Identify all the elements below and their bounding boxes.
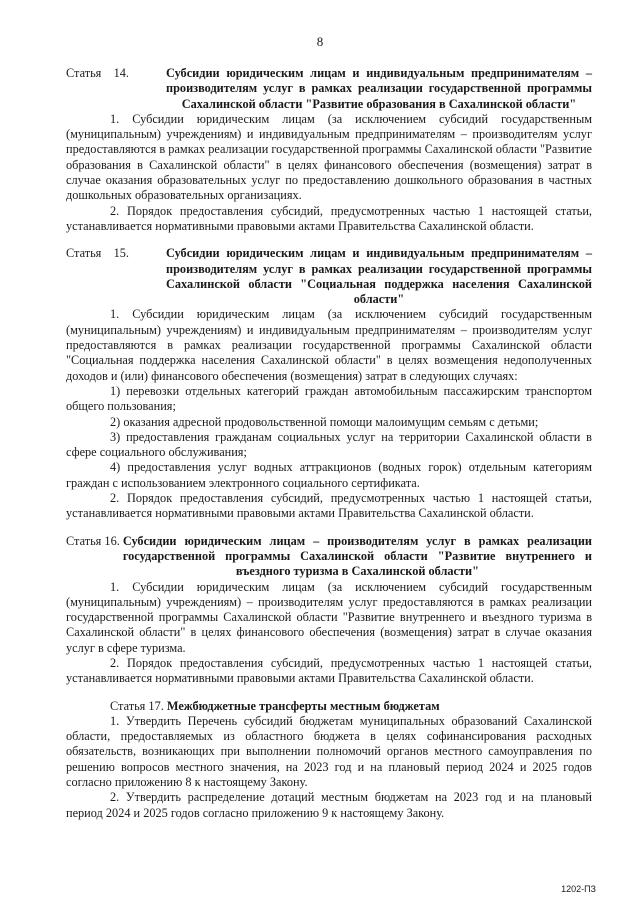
article-heading [66, 66, 592, 112]
article-title: Субсидии юридическим лицам и индивидуальным предпринимателям – производителям услуг в рамках реализации государственной программы Сахалинской области "Социальная поддержка населения Сахалинской области" [166, 246, 592, 307]
article-title: Межбюджетные трансферты местным бюджетам [166, 698, 440, 713]
document-code: 1202-ПЗ [561, 884, 596, 894]
list-item: 3) предоставления гражданам социальных услуг на территории Сахалинской области в сфере социального обслуживания; [66, 429, 592, 460]
article-title: Субсидии юридическим лицам – производителям услуг в рамках реализации государственной программы Сахалинской области "Развитие внутреннего и въездного туризма в Сахалинской области" [122, 533, 592, 579]
list-item: 2) оказания адресной продовольственной помощи малоимущим семьям с детьми; [110, 414, 539, 429]
list-item: 1) перевозки отдельных категорий граждан автомобильным пассажирским транспортом общего пользования; [66, 383, 592, 414]
article-number: Статья 15. [66, 246, 130, 261]
paragraph: 2. Порядок предоставления субсидий, предусмотренных частью 1 настоящей статьи, устанавливается нормативными правовыми актами Правительства Сахалинской области. [66, 491, 592, 521]
article-number: Статья 16. [66, 533, 123, 548]
article-number: Статья 14. [66, 66, 130, 80]
paragraph: 2. Утвердить распределение дотаций местным бюджетам на 2023 год и на плановый период 2024 и 2025 годов согласно приложению 9 к настоящему Закону. [66, 790, 592, 820]
paragraph: 1. Субсидии юридическим лицам (за исключением субсидий государственным (муниципальным) учреждениям) и индивидуальным предпринимателям – производителям услуг предоставляются в рамках реализации государственной программы Сахалинской области "Развитие образования в Сахалинской области" в целях финансового обеспечения (возмещения) затрат в случае оказания образовательных услуг по предоставлению дошкольного образования в частных дошкольных образовательных организациях. [66, 111, 592, 203]
page-number: 8 [316, 34, 324, 49]
paragraph: 2. Порядок предоставления субсидий, предусмотренных частью 1 настоящей статьи, устанавливается нормативными правовыми актами Правительства Сахалинской области. [66, 655, 592, 686]
article-heading [66, 534, 592, 580]
article-heading [66, 246, 592, 307]
paragraph: 2. Порядок предоставления субсидий, предусмотренных частью 1 настоящей статьи, устанавливается нормативными правовыми актами Правительства Сахалинской области. [66, 203, 592, 233]
article-17 [66, 699, 592, 821]
paragraph: 1. Субсидии юридическим лицам (за исключением субсидий государственным (муниципальным) учреждениям) и индивидуальным предпринимателям – производителям услуг предоставляются в рамках реализации государственной программы Сахалинской области "Социальная поддержка населения Сахалинской области" в целях возмещения недополученных доходов и (или) финансового обеспечения (возмещения) затрат в следующих случаях: [66, 307, 592, 383]
article-title: Субсидии юридическим лицам и индивидуальным предпринимателям – производителям услуг в рамках реализации государственной программы Сахалинской области "Развитие образования в Сахалинской области" [166, 66, 592, 111]
paragraph: 1. Утвердить Перечень субсидий бюджетам муниципальных образований Сахалинской области, предоставляемых из областного бюджета в целях софинансирования расходных обязательств, возникающих при выполнении полномочий органов местного самоуправления по решению вопросов местного значения, на 2023 год и на плановый период 2024 и 2025 годов согласно приложению 8 к настоящему Закону. [66, 713, 592, 790]
article-15 [66, 246, 592, 521]
document-body [66, 66, 592, 833]
article-14 [66, 66, 592, 234]
article-heading [66, 699, 592, 714]
paragraph: 1. Субсидии юридическим лицам (за исключением субсидий государственным (муниципальным) учреждениям) – производителям услуг предоставляются в рамках реализации государственной программы Сахалинской области "Развитие внутреннего и въездного туризма в Сахалинской области" в целях финансового обеспечения (возмещения) затрат в случае оказания услуг в сфере туризма. [66, 579, 592, 655]
article-16 [66, 534, 592, 687]
list-item: 4) предоставления услуг водных аттракционов (водных горок) отдельным категориям граждан с использованием электронного социального сертификата. [66, 460, 592, 490]
article-number: Статья 17. [110, 698, 167, 713]
